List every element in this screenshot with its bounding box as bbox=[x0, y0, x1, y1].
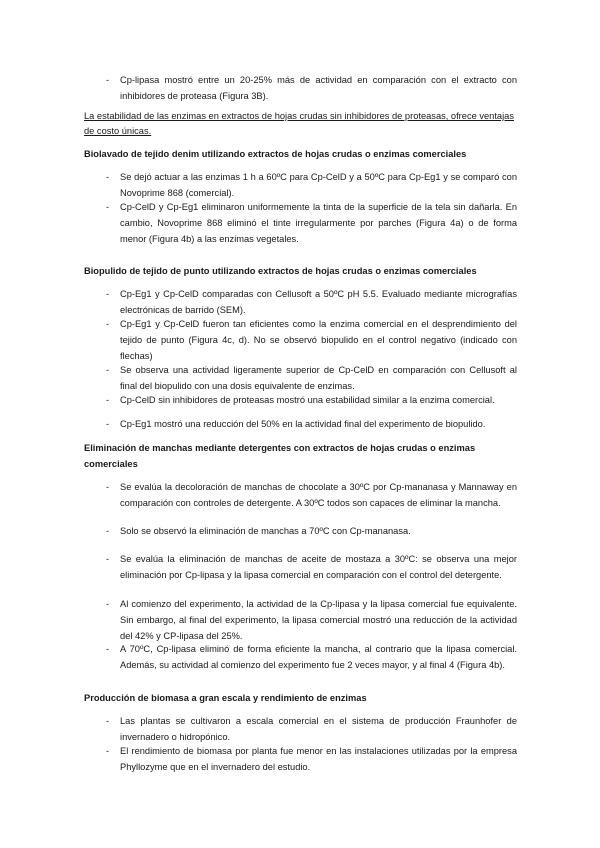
list-item: Se observa una actividad ligeramente superior de Cp-CelD en comparación con Cellusoft al final del biopulido con una dosis equivalente de enzimas. bbox=[120, 365, 517, 391]
list-item: A 70ºC, Cp-lipasa eliminó de forma eficiente la mancha, al contrario que la lipasa comercial. Además, su actividad al comienzo del experimento fue 2 veces mayor, y al final 4 (Figura 4b). bbox=[120, 644, 517, 670]
bullet-dash: - bbox=[106, 395, 110, 405]
list-item: Cp-Eg1 mostró una reducción del 50% en la actividad final del experimento de biopulido. bbox=[120, 419, 486, 429]
section-heading-biolavado: Biolavado de tejido denim utilizando extractos de hojas crudas o enzimas comerciales bbox=[84, 149, 467, 159]
bullet-dash: - bbox=[106, 319, 110, 329]
bullet-dash: - bbox=[106, 202, 110, 212]
list-item: Cp-Eg1 y Cp-CelD fueron tan eficientes como la enzima comercial en el desprendimiento del tejido de punto (Figura 4c, d). No se observó biopulido en el control negativo (indicado con flechas) bbox=[120, 319, 517, 361]
bullet-dash: - bbox=[106, 746, 110, 756]
bullet-dash: - bbox=[106, 644, 110, 654]
section-heading-biopulido: Biopulido de tejido de punto utilizando extractos de hojas crudas o enzimas comerciales bbox=[84, 266, 477, 276]
section-heading-manchas: Eliminación de manchas mediante detergentes con extractos de hojas crudas o enzimas comerciales bbox=[84, 443, 476, 469]
bullet-dash: - bbox=[106, 419, 110, 429]
section-heading-biomasa: Producción de biomasa a gran escala y rendimiento de enzimas bbox=[84, 693, 367, 703]
list-item: Cp-CelD sin inhibidores de proteasas mostró una estabilidad similar a la enzima comercial. bbox=[120, 395, 495, 405]
list-item: Al comienzo del experimento, la actividad de la Cp-lipasa y la lipasa comercial fue equivalente. Sin embargo, al final del experimento, la lipasa comercial mostró una reducción de la actividad del 42% y CP-lipasa del 25%. bbox=[120, 599, 517, 641]
bullet-dash: - bbox=[106, 172, 110, 182]
list-item: Se evalúa la decoloración de manchas de chocolate a 30ºC por Cp-mananasa y Mannaway en comparación con controles de detergente. A 30ºC todos son capaces de eliminar la mancha. bbox=[120, 482, 517, 508]
list-item: Las plantas se cultivaron a escala comercial en el sistema de producción Fraunhofer de invernadero o hidropónico. bbox=[120, 716, 517, 742]
list-item: El rendimiento de biomasa por planta fue menor en las instalaciones utilizadas por la empresa Phyllozyme que en el invernadero del estudio. bbox=[120, 746, 517, 772]
bullet-dash: - bbox=[106, 482, 110, 492]
list-item: Se dejó actuar a las enzimas 1 h a 60ºC para Cp-CelD y a 50ºC para Cp-Eg1 y se comparó con Novoprime 868 (comercial). bbox=[120, 172, 517, 198]
bullet-dash: - bbox=[106, 365, 110, 375]
list-item: Cp-lipasa mostró entre un 20-25% más de actividad en comparación con el extracto con inhibidores de proteasa (Figura 3B). bbox=[120, 75, 517, 101]
bullet-dash: - bbox=[106, 526, 110, 536]
bullet-dash: - bbox=[106, 289, 110, 299]
bullet-dash: - bbox=[106, 599, 110, 609]
bullet-dash: - bbox=[106, 554, 110, 564]
stability-note: La estabilidad de las enzimas en extractos de hojas crudas sin inhibidores de proteasas, ofrece ventajas de costo únicas. bbox=[84, 111, 514, 136]
list-item: Cp-CelD y Cp-Eg1 eliminaron uniformemente la tinta de la superficie de la tela sin dañarla. En cambio, Novoprime 868 eliminó el tinte irregularmente por parches (Figura 4a) o de forma menor (Figura 4b) a las enzimas vegetales. bbox=[120, 202, 517, 244]
list-item: Solo se observó la eliminación de manchas a 70ºC con Cp-mananasa. bbox=[120, 526, 411, 536]
list-item: Cp-Eg1 y Cp-CelD comparadas con Cellusoft a 50ºC pH 5.5. Evaluado mediante micrografías electrónicas de barrido (SEM). bbox=[120, 289, 517, 315]
list-item: Se evalúa la eliminación de manchas de aceite de mostaza a 30ºC: se observa una mejor eliminación por Cp-lipasa y la lipasa comercial en comparación con el control del detergente. bbox=[120, 554, 517, 580]
bullet-dash: - bbox=[106, 716, 110, 726]
bullet-dash: - bbox=[106, 75, 110, 85]
